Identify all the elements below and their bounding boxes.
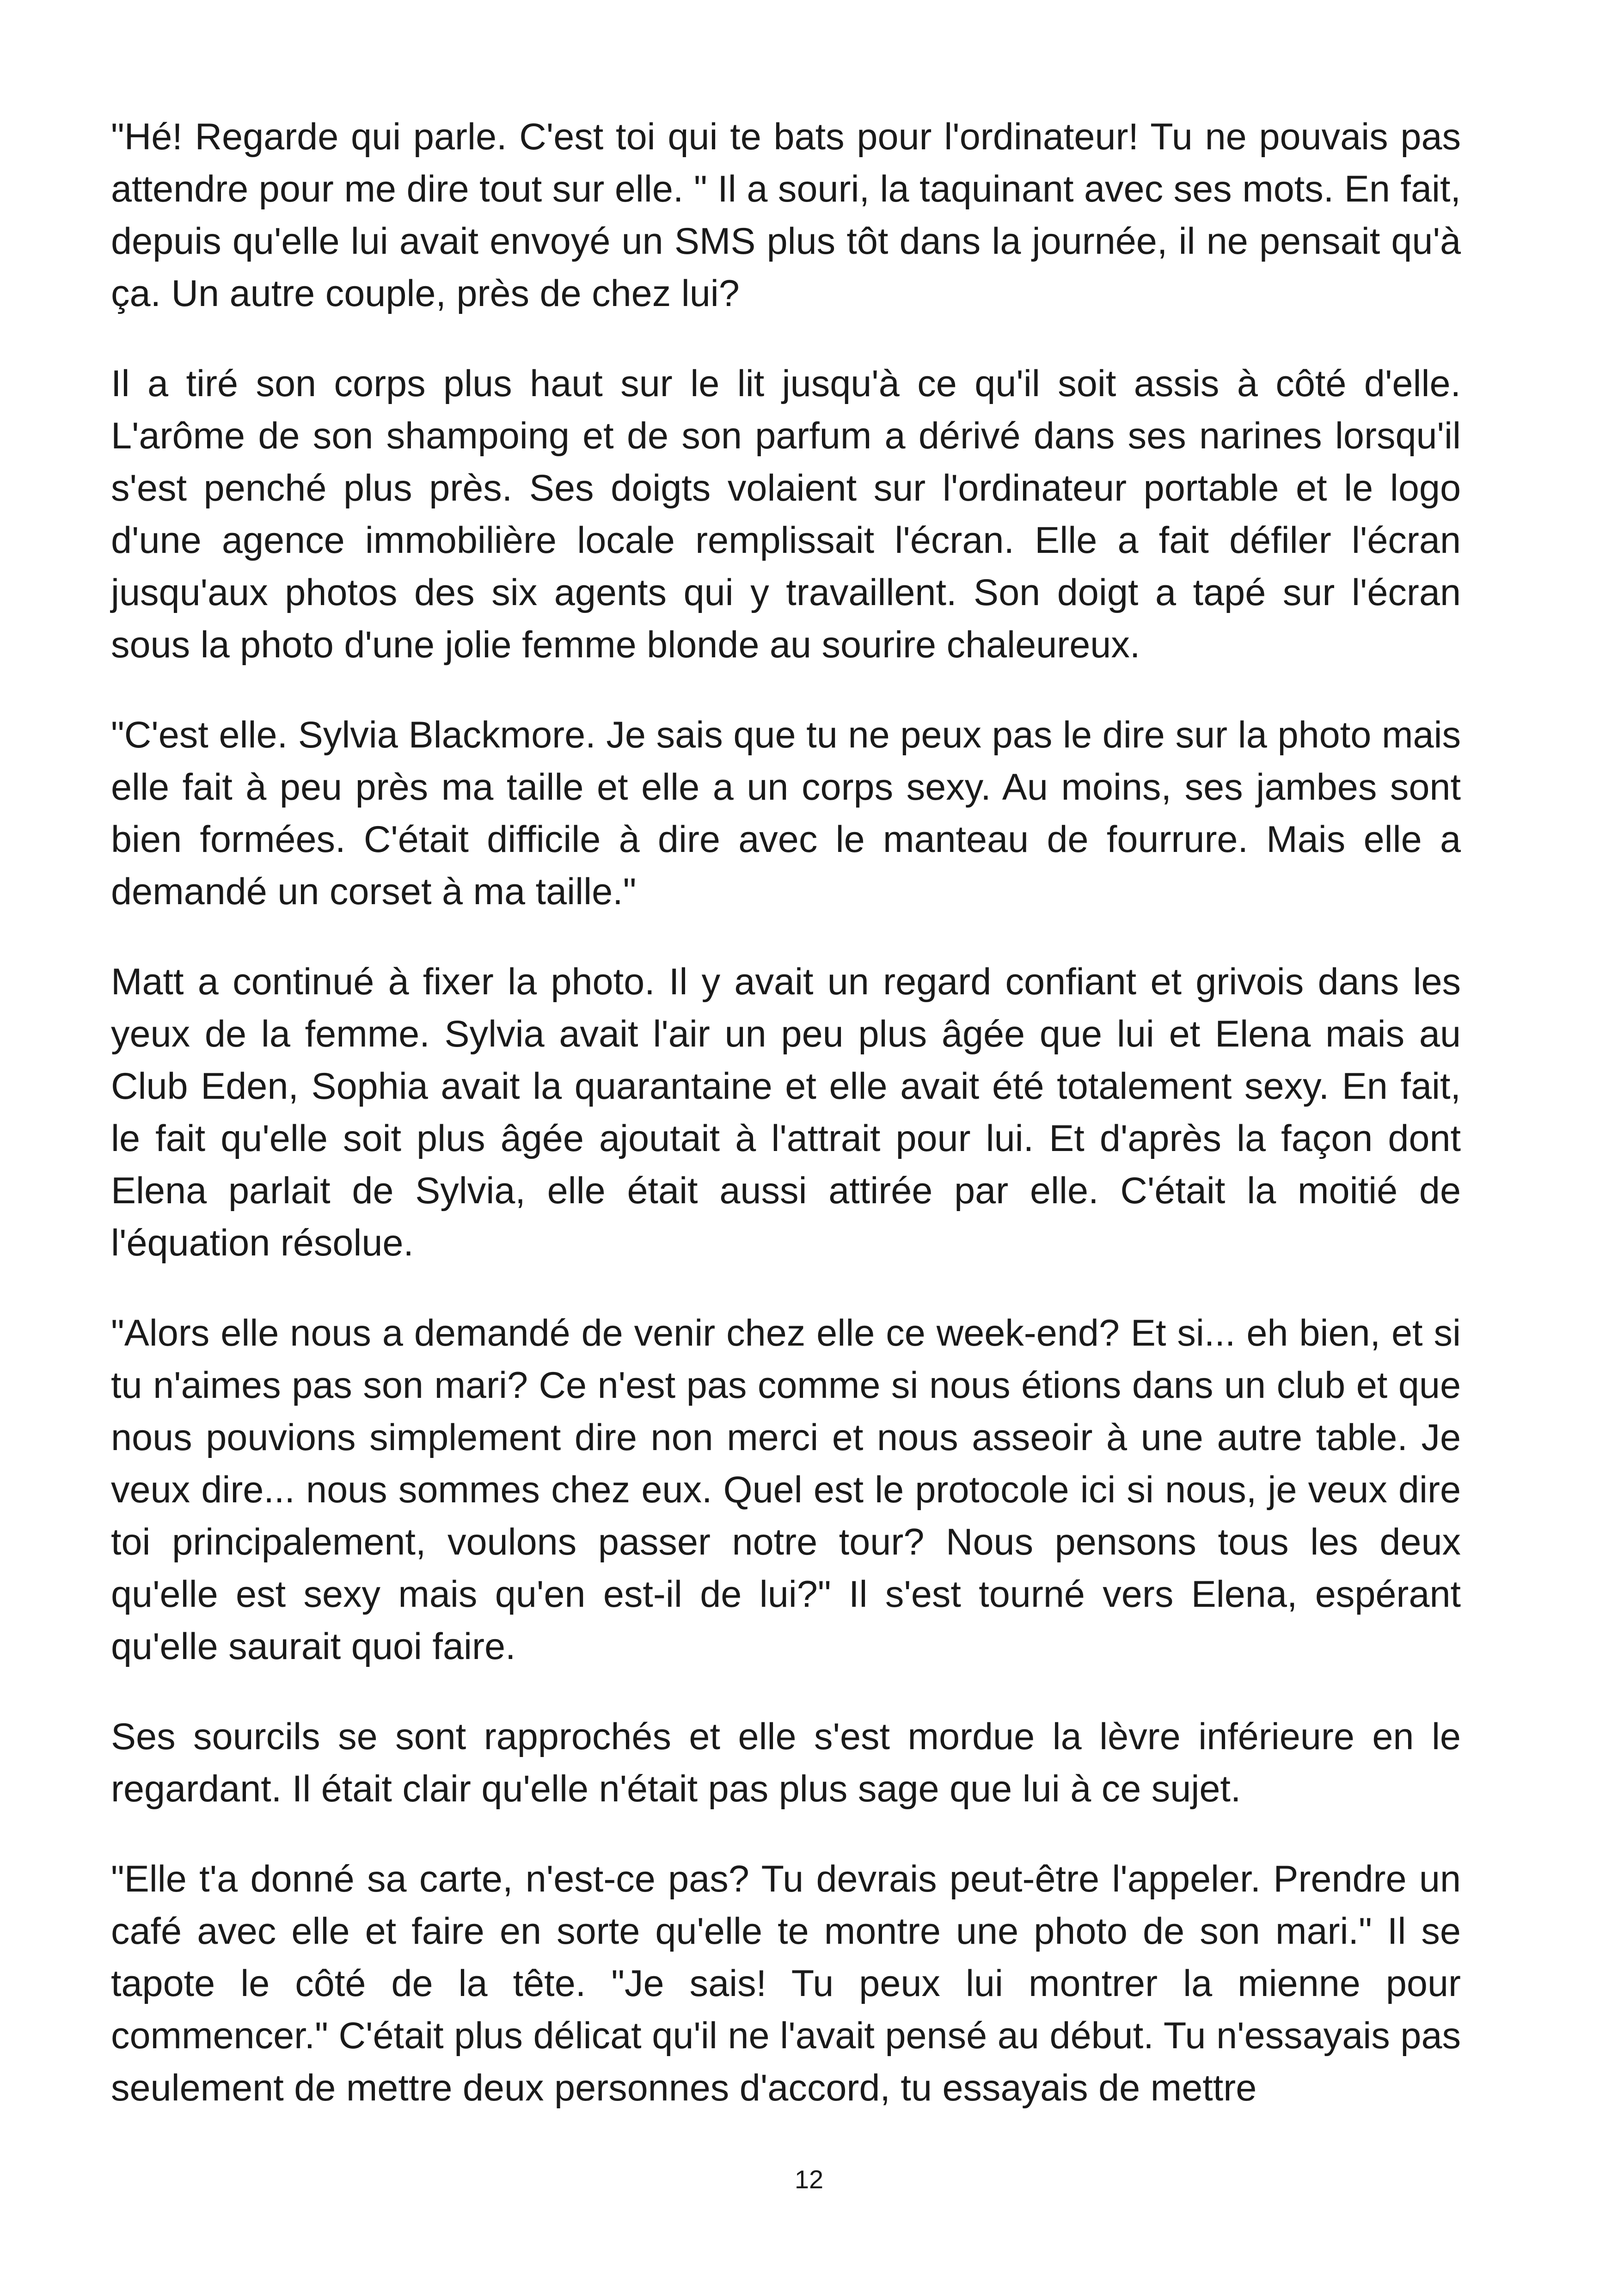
paragraph-6: Ses sourcils se sont rapprochés et elle s'est mordue la lèvre inférieure en le regardant. Il était clair qu'elle n'était pas plus sage que lui à ce sujet. xyxy=(111,1716,1461,1810)
paragraph-3: "C'est elle. Sylvia Blackmore. Je sais que tu ne peux pas le dire sur la photo mais elle fait à peu près ma taille et elle a un corps sexy. Au moins, ses jambes sont bien formées. C'était difficile à dire avec le manteau de fourrure. Mais elle a demandé un corset à ma taille." xyxy=(111,714,1461,912)
paragraph-1: "Hé! Regarde qui parle. C'est toi qui te bats pour l'ordinateur! Tu ne pouvais pas attendre pour me dire tout sur elle. " Il a souri, la taquinant avec ses mots. En fait, depuis qu'elle lui avait envoyé un SMS plus tôt dans la journée, il ne pensait qu'à ça. Un autre couple, près de chez lui? xyxy=(111,116,1461,314)
paragraph-2: Il a tiré son corps plus haut sur le lit jusqu'à ce qu'il soit assis à côté d'elle. L'arôme de son shampoing et de son parfum a dérivé dans ses narines lorsqu'il s'est penché plus près. Ses doigts volaient sur l'ordinateur portable et le logo d'une agence immobilière locale remplissait l'écran. Elle a fait défiler l'écran jusqu'aux photos des six agents qui y travaillent. Son doigt a tapé sur l'écran sous la photo d'une jolie femme blonde au sourire chaleureux. xyxy=(111,363,1461,666)
paragraph-7: "Elle t'a donné sa carte, n'est-ce pas? Tu devrais peut-être l'appeler. Prendre un café avec elle et faire en sorte qu'elle te montre une photo de son mari." Il se tapote le côté de la tête. "Je sais! Tu peux lui montrer la mienne pour commencer." C'était plus délicat qu'il ne l'avait pensé au début. Tu n'essayais pas seulement de mettre deux personnes d'accord, tu essayais de mettre xyxy=(111,1858,1461,2109)
page-number: 12 xyxy=(794,2165,824,2194)
paragraph-5: "Alors elle nous a demandé de venir chez elle ce week-end? Et si... eh bien, et si tu n'aimes pas son mari? Ce n'est pas comme si nous étions dans un club et que nous pouvions simplement dire non merci et nous asseoir à une autre table. Je veux dire... nous sommes chez eux. Quel est le protocole ici si nous, je veux dire toi principalement, voulons passer notre tour? Nous pensons tous les deux qu'elle est sexy mais qu'en est-il de lui?" Il s'est tourné vers Elena, espérant qu'elle saurait quoi faire. xyxy=(111,1312,1461,1667)
paragraph-4: Matt a continué à fixer la photo. Il y avait un regard confiant et grivois dans les yeux de la femme. Sylvia avait l'air un peu plus âgée que lui et Elena mais au Club Eden, Sophia avait la quarantaine et elle avait été totalement sexy. En fait, le fait qu'elle soit plus âgée ajoutait à l'attrait pour lui. Et d'après la façon dont Elena parlait de Sylvia, elle était aussi attirée par elle. C'était la moitié de l'équation résolue. xyxy=(111,961,1461,1264)
document-page xyxy=(111,111,1461,2152)
